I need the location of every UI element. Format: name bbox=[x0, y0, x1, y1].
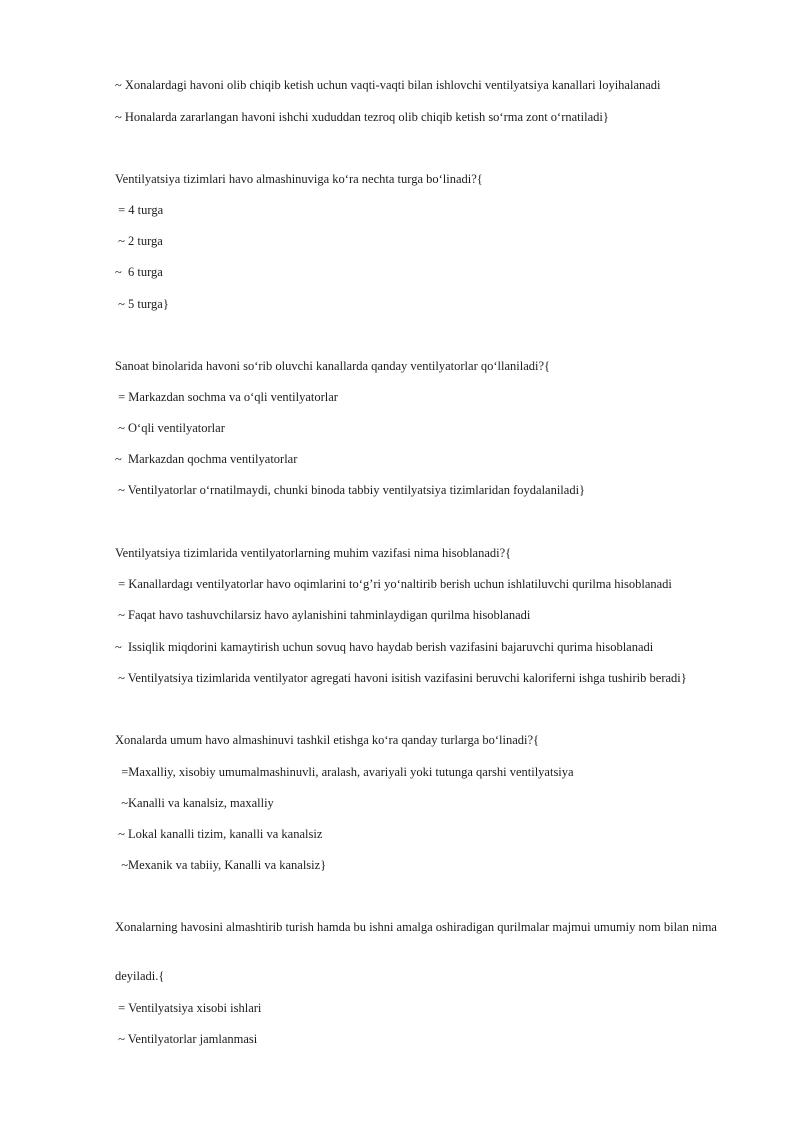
answer-option: ~ O‘qli ventilyatorlar bbox=[115, 421, 225, 435]
answer-option: ~ 5 turga} bbox=[115, 297, 169, 311]
question-text: Sanoat binolarida havoni so‘rib oluvchi kanallarda qanday ventilyatorlar qo‘llaniladi?{ bbox=[115, 359, 551, 373]
question-text: Xonalarda umum havo almashinuvi tashkil etishga ko‘ra qanday turlarga bo‘linadi?{ bbox=[115, 733, 540, 747]
answer-option: ~ 2 turga bbox=[115, 234, 163, 248]
question-text: Xonalarning havosini almashtirib turish hamda bu ishni amalga oshiradigan qurilmalar majmui umumiy nom bilan nima bbox=[115, 920, 717, 934]
answer-option: = Kanallardagı ventilyatorlar havo oqimlarini to‘g’ri yo‘naltirib berish uchun ishlatiluvchi qurilma hisoblanadi bbox=[115, 577, 672, 591]
answer-option: ~ Faqat havo tashuvchilarsiz havo aylanishini tahminlaydigan qurilma hisoblanadi bbox=[115, 608, 531, 622]
question-text: Ventilyatsiya tizimlarida ventilyatorlarning muhim vazifasi nima hisoblanadi?{ bbox=[115, 546, 512, 560]
answer-option: ~ 6 turga bbox=[115, 265, 163, 279]
answer-option: ~ Ventilyatorlar jamlanmasi bbox=[115, 1032, 258, 1046]
question-text: Ventilyatsiya tizimlari havo almashinuviga ko‘ra nechta turga bo‘linadi?{ bbox=[115, 172, 483, 186]
answer-option: ~ Ventilyatorlar o‘rnatilmaydi, chunki binoda tabbiy ventilyatsiya tizimlaridan foydalaniladi} bbox=[115, 483, 586, 497]
answer-option: = Markazdan sochma va o‘qli ventilyatorlar bbox=[115, 390, 338, 404]
answer-option: ~ Xonalardagi havoni olib chiqib ketish uchun vaqti-vaqti bilan ishlovchi ventilyatsiya kanallari loyihalanadi bbox=[115, 78, 661, 92]
answer-option: ~Mexanik va tabiiy, Kanalli va kanalsiz} bbox=[115, 858, 327, 872]
question-text-continuation: deyiladi.{ bbox=[115, 969, 165, 983]
answer-option: ~ Issiqlik miqdorini kamaytirish uchun sovuq havo haydab berish vazifasini bajaruvchi qurima hisoblanadi bbox=[115, 640, 654, 654]
answer-option: ~Kanalli va kanalsiz, maxalliy bbox=[115, 796, 274, 810]
answer-option: ~ Lokal kanalli tizim, kanalli va kanalsiz bbox=[115, 827, 323, 841]
answer-option: = Ventilyatsiya xisobi ishlari bbox=[115, 1001, 262, 1015]
answer-option: = 4 turga bbox=[115, 203, 164, 217]
answer-option: ~ Markazdan qochma ventilyatorlar bbox=[115, 452, 298, 466]
answer-option: ~ Honalarda zararlangan havoni ishchi xududdan tezroq olib chiqib ketish so‘rma zont o‘rnatiladi} bbox=[115, 110, 609, 124]
answer-option: =Maxalliy, xisobiy umumalmashinuvli, aralash, avariyali yoki tutunga qarshi ventilyatsiya bbox=[115, 765, 574, 779]
answer-option: ~ Ventilyatsiya tizimlarida ventilyator agregati havoni isitish vazifasini beruvchi kaloriferni ishga tushirib beradi} bbox=[115, 671, 687, 685]
